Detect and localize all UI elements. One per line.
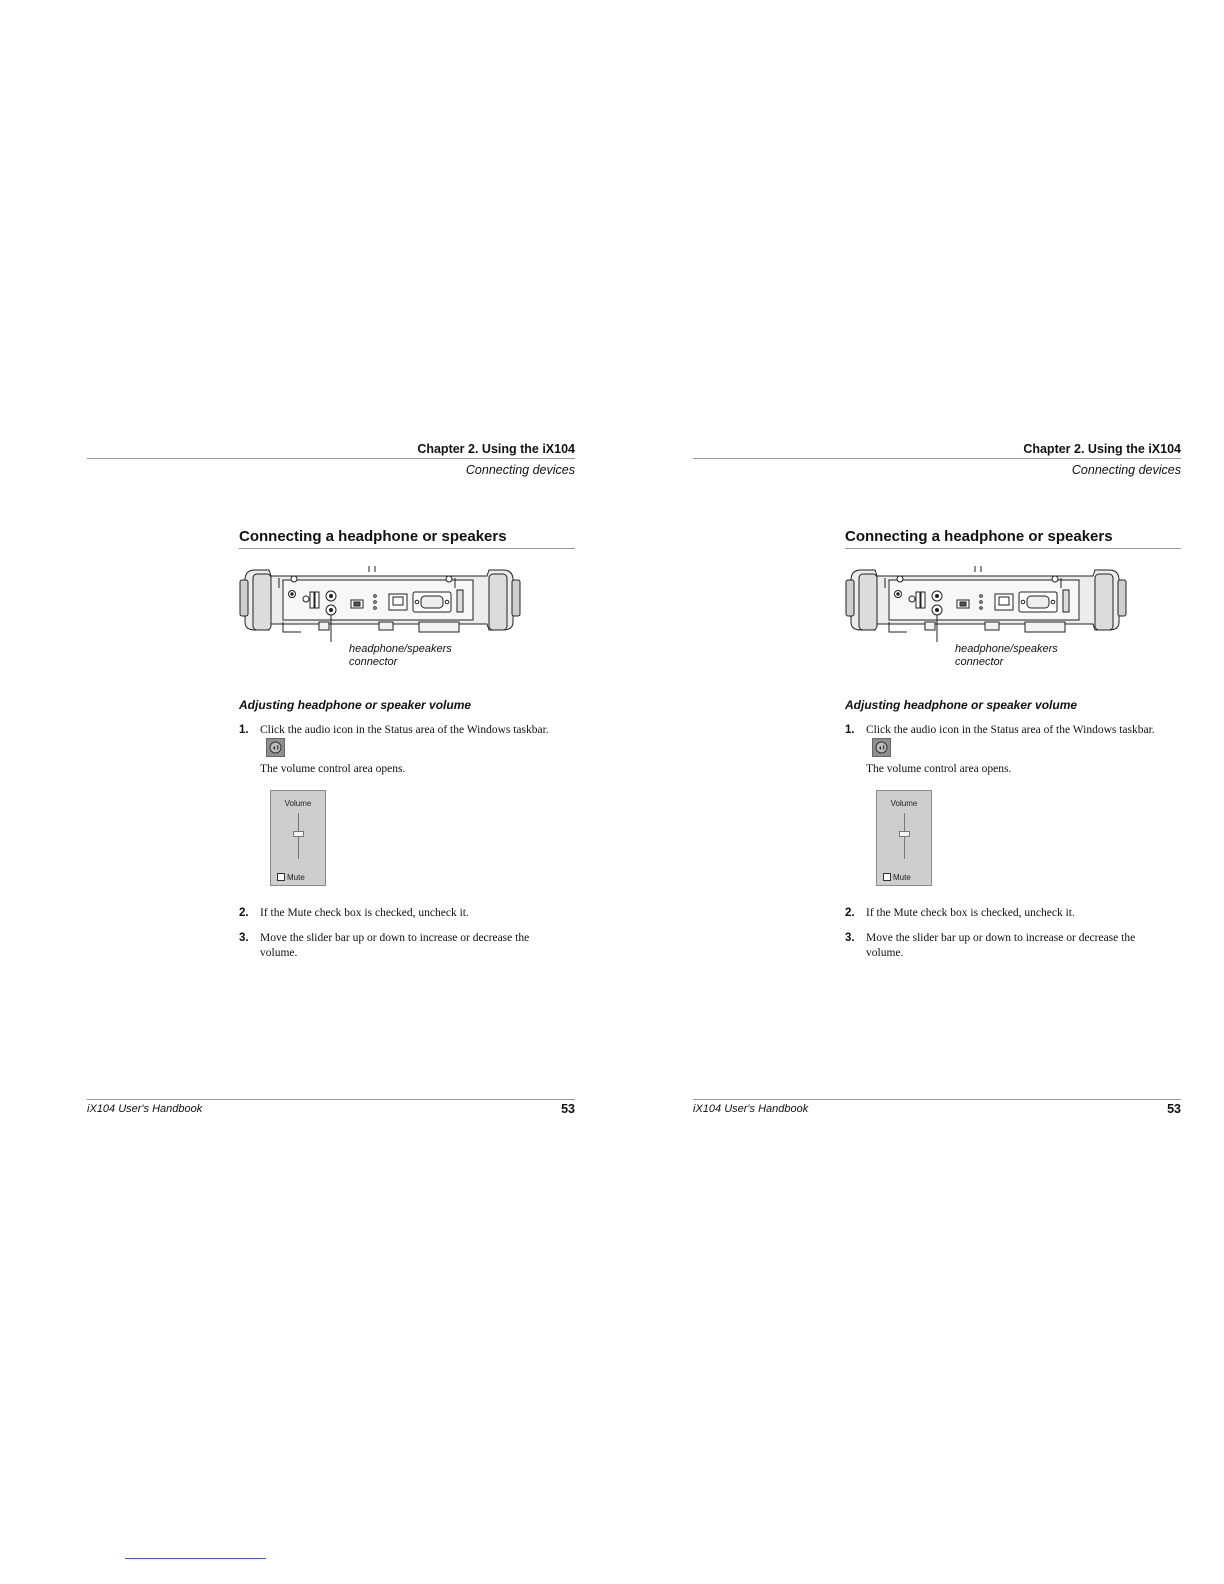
footer-title: iX104 User's Handbook <box>693 1103 809 1115</box>
step-text-wrap <box>845 723 1165 757</box>
step-1 <box>239 723 559 757</box>
page-number: 53 <box>561 1102 575 1116</box>
figure-callout <box>955 643 1058 669</box>
step-3 <box>845 931 1165 961</box>
callout-line-1: headphone/speakers <box>349 643 452 655</box>
running-header-chapter: Chapter 2. Using the iX104 <box>417 442 575 456</box>
page-right <box>606 0 1212 1584</box>
volume-title: Volume <box>284 799 312 808</box>
subheading: Adjusting headphone or speaker volume <box>239 698 472 712</box>
subheading: Adjusting headphone or speaker volume <box>845 698 1078 712</box>
volume-slider-thumb <box>293 831 304 837</box>
mute-label: Mute <box>287 873 305 882</box>
section-rule <box>845 548 1181 549</box>
mute-checkbox <box>277 873 285 881</box>
device-connector-illustration <box>845 566 1127 642</box>
step-text: Click the audio icon in the Status area of the Windows taskbar. <box>260 724 549 736</box>
step-number: 3. <box>845 932 855 944</box>
step-text: Move the slider bar up or down to increase or decrease the volume. <box>866 932 1136 959</box>
mute-checkbox <box>883 873 891 881</box>
step-text: Move the slider bar up or down to increase or decrease the volume. <box>260 932 530 959</box>
step-number: 1. <box>845 724 855 736</box>
audio-tray-icon <box>266 738 285 757</box>
step-2 <box>239 906 559 921</box>
step-text-wrap <box>239 723 559 757</box>
header-rule <box>693 458 1181 459</box>
step-number: 2. <box>845 907 855 919</box>
callout-line-2: connector <box>955 656 1004 668</box>
footer-title: iX104 User's Handbook <box>87 1103 203 1115</box>
step-text: Click the audio icon in the Status area of the Windows taskbar. <box>866 724 1155 736</box>
callout-line-2: connector <box>349 656 398 668</box>
step-2 <box>845 906 1165 921</box>
volume-title: Volume <box>890 799 918 808</box>
header-rule <box>87 458 575 459</box>
step-text: If the Mute check box is checked, uncheck it. <box>260 907 469 919</box>
audio-tray-icon <box>872 738 891 757</box>
page-number: 53 <box>1167 1102 1181 1116</box>
running-header-section: Connecting devices <box>1071 463 1181 477</box>
paragraph: The volume control area opens. <box>260 763 406 775</box>
running-header-chapter: Chapter 2. Using the iX104 <box>1023 442 1181 456</box>
footer-rule <box>693 1099 1181 1100</box>
section-title: Connecting a headphone or speakers <box>845 528 1113 545</box>
step-number: 1. <box>239 724 249 736</box>
volume-panel <box>876 790 932 886</box>
section-rule <box>239 548 575 549</box>
mute-label: Mute <box>893 873 911 882</box>
page-left <box>0 0 606 1584</box>
volume-slider-thumb <box>899 831 910 837</box>
volume-panel <box>270 790 326 886</box>
link-underline <box>125 1558 266 1559</box>
device-connector-illustration <box>239 566 521 642</box>
figure-callout <box>349 643 452 669</box>
section-title: Connecting a headphone or speakers <box>239 528 507 545</box>
step-3 <box>239 931 559 961</box>
step-number: 2. <box>239 907 249 919</box>
footer-rule <box>87 1099 575 1100</box>
step-number: 3. <box>239 932 249 944</box>
step-1 <box>845 723 1165 757</box>
paragraph: The volume control area opens. <box>866 763 1012 775</box>
step-text: If the Mute check box is checked, uncheck it. <box>866 907 1075 919</box>
callout-line-1: headphone/speakers <box>955 643 1058 655</box>
running-header-section: Connecting devices <box>465 463 575 477</box>
